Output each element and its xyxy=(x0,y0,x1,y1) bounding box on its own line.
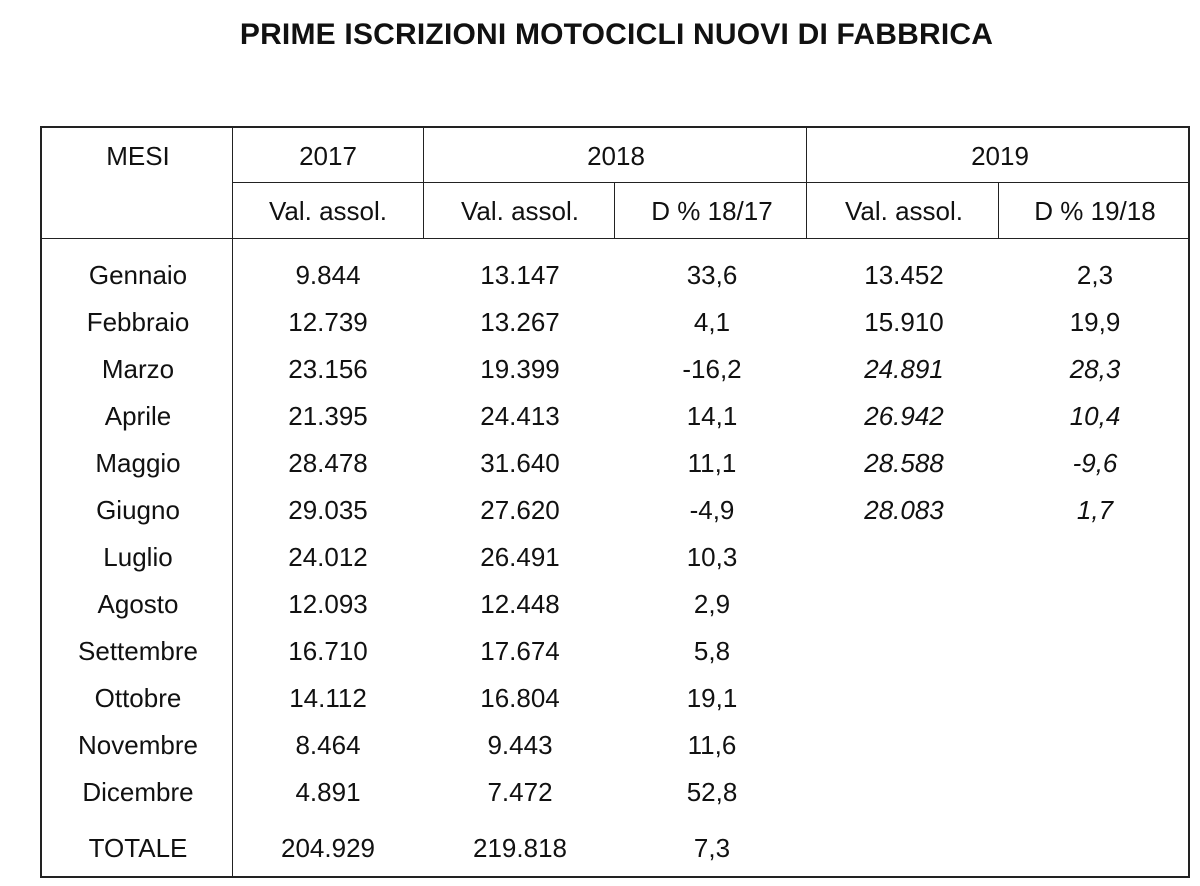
cell-2018-abs: 19.399 xyxy=(480,354,560,384)
cell-2018-abs: 7.472 xyxy=(487,777,553,807)
cell-2017-abs: 23.156 xyxy=(288,354,368,384)
cell-2018-abs: 31.640 xyxy=(480,448,560,478)
col-divider-2017 xyxy=(423,128,424,238)
header-year-2019: 2019 xyxy=(971,141,1029,171)
total-delta-18-17: 7,3 xyxy=(693,833,731,863)
cell-2019-abs: 13.452 xyxy=(864,260,944,290)
registrations-table xyxy=(40,126,1190,878)
cell-2017-abs: 16.710 xyxy=(288,636,368,666)
cell-delta-18-17: 11,6 xyxy=(687,730,737,760)
total-label: TOTALE xyxy=(88,833,188,863)
header-year-2018: 2018 xyxy=(587,141,645,171)
cell-delta-18-17: 2,9 xyxy=(693,589,731,619)
cell-2018-abs: 9.443 xyxy=(487,730,553,760)
cell-delta-18-17: -4,9 xyxy=(689,495,735,525)
cell-delta-19-18: 19,9 xyxy=(1069,307,1121,337)
subheader-2018-delta: D % 18/17 xyxy=(651,196,773,226)
cell-2018-abs: 26.491 xyxy=(480,542,560,572)
col-divider-2018-inner xyxy=(614,182,615,238)
cell-2018-abs: 24.413 xyxy=(480,401,560,431)
col-divider-2019-inner xyxy=(998,182,999,238)
cell-month: Gennaio xyxy=(88,260,188,290)
cell-delta-19-18: 28,3 xyxy=(1069,354,1121,384)
total-2018: 219.818 xyxy=(473,833,567,863)
subheader-2018-abs: Val. assol. xyxy=(460,196,580,226)
cell-delta-19-18: 10,4 xyxy=(1069,401,1121,431)
cell-2017-abs: 8.464 xyxy=(295,730,361,760)
cell-2019-abs: 28.588 xyxy=(864,448,944,478)
cell-delta-18-17: -16,2 xyxy=(682,354,742,384)
subheader-2017-abs: Val. assol. xyxy=(268,196,388,226)
total-2017: 204.929 xyxy=(281,833,375,863)
cell-delta-18-17: 5,8 xyxy=(693,636,731,666)
header-bottom-line xyxy=(42,238,1188,239)
cell-2018-abs: 13.147 xyxy=(480,260,560,290)
cell-delta-19-18: 2,3 xyxy=(1076,260,1114,290)
cell-2019-abs: 24.891 xyxy=(864,354,944,384)
cell-2019-abs: 15.910 xyxy=(864,307,944,337)
cell-month: Aprile xyxy=(104,401,172,431)
cell-month: Giugno xyxy=(96,495,180,525)
cell-month: Ottobre xyxy=(94,683,182,713)
cell-month: Marzo xyxy=(101,354,175,384)
cell-month: Agosto xyxy=(97,589,179,619)
cell-2017-abs: 12.093 xyxy=(288,589,368,619)
cell-delta-18-17: 14,1 xyxy=(686,401,738,431)
cell-month: Dicembre xyxy=(82,777,194,807)
header-year-2017: 2017 xyxy=(299,141,357,171)
cell-2019-abs: 26.942 xyxy=(864,401,944,431)
cell-delta-18-17: 4,1 xyxy=(693,307,731,337)
cell-delta-18-17: 11,1 xyxy=(687,448,737,478)
cell-2017-abs: 14.112 xyxy=(289,683,367,713)
cell-delta-18-17: 52,8 xyxy=(686,777,738,807)
subheader-2019-abs: Val. assol. xyxy=(844,196,964,226)
cell-2018-abs: 17.674 xyxy=(480,636,560,666)
cell-delta-18-17: 19,1 xyxy=(686,683,738,713)
cell-month: Maggio xyxy=(95,448,181,478)
cell-delta-18-17: 10,3 xyxy=(686,542,738,572)
cell-2017-abs: 21.395 xyxy=(288,401,368,431)
cell-2018-abs: 13.267 xyxy=(480,307,560,337)
cell-2018-abs: 12.448 xyxy=(480,589,560,619)
cell-2017-abs: 4.891 xyxy=(295,777,361,807)
cell-2017-abs: 29.035 xyxy=(288,495,368,525)
cell-month: Settembre xyxy=(78,636,198,666)
cell-month: Novembre xyxy=(78,730,198,760)
col-divider-2018 xyxy=(806,128,807,238)
cell-2017-abs: 9.844 xyxy=(295,260,361,290)
cell-delta-19-18: -9,6 xyxy=(1072,448,1118,478)
subheader-2019-delta: D % 19/18 xyxy=(1034,196,1156,226)
cell-month: Febbraio xyxy=(86,307,190,337)
header-mesi: MESI xyxy=(106,141,170,171)
cell-2017-abs: 24.012 xyxy=(288,542,368,572)
cell-2017-abs: 28.478 xyxy=(288,448,368,478)
cell-2018-abs: 16.804 xyxy=(480,683,560,713)
header-mid-line xyxy=(232,182,1190,183)
col-divider-mesi xyxy=(232,128,233,876)
page-title: PRIME ISCRIZIONI MOTOCICLI NUOVI DI FABBRICA xyxy=(239,18,994,51)
cell-2017-abs: 12.739 xyxy=(288,307,368,337)
cell-2018-abs: 27.620 xyxy=(480,495,560,525)
cell-month: Luglio xyxy=(103,542,173,572)
cell-2019-abs: 28.083 xyxy=(864,495,944,525)
cell-delta-19-18: 1,7 xyxy=(1076,495,1114,525)
cell-delta-18-17: 33,6 xyxy=(686,260,738,290)
